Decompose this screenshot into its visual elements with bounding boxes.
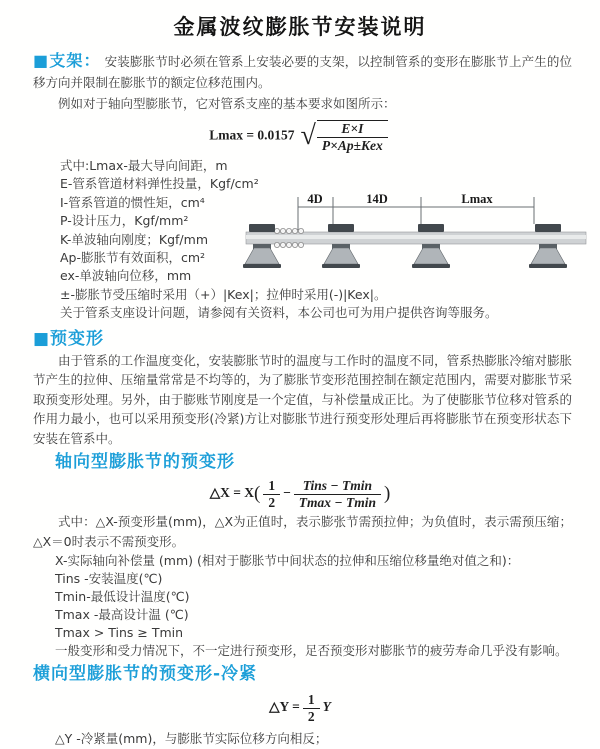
axial-formula-lhs: △X = X xyxy=(209,485,255,501)
support-paragraph xyxy=(33,50,572,93)
lmax-formula xyxy=(0,120,600,153)
lateral-formula-lhs: △Y = xyxy=(269,699,300,715)
definition-line: P-设计压力，Kgf/mm² xyxy=(60,213,189,229)
lateral-note-text: △Y -冷紧量(mm)，与膨胀节实际位移方向相反； xyxy=(55,731,328,747)
support-section-heading: ■支架： xyxy=(33,51,101,70)
pipe-support-guide-3 xyxy=(529,224,567,268)
half-denominator: 2 xyxy=(268,494,276,510)
axial-formula xyxy=(0,478,600,510)
pipe-highlight xyxy=(246,235,586,239)
lmax-fraction xyxy=(317,120,388,153)
axial-note-line: Tins -安装温度(℃) xyxy=(55,571,163,587)
definition-line: 式中:Lmax-最大导向间距，m xyxy=(60,158,228,174)
definition-line: E-管系管道材料弹性投量，Kgf/cm² xyxy=(60,176,259,192)
axial-note-line: Tmax > Tins ≥ Tmin xyxy=(55,625,184,641)
axial-section-heading: 轴向型膨胀节的预变形 xyxy=(55,452,235,473)
definition-line: ±-膨胀节受压缩时采用（+）|Kex|；拉伸时采用(-)|Kex|。 xyxy=(60,286,387,302)
temperature-fraction xyxy=(294,478,381,510)
definition-line: ex-单波轴向位移，mm xyxy=(60,268,192,284)
axial-notes-list xyxy=(0,552,600,660)
diagram-label-lmax: Lmax xyxy=(461,192,493,206)
temperature-numerator: Tins − Tmin xyxy=(294,478,381,495)
definition-line: Ap-膨胀节有效面积，cm² xyxy=(60,250,206,266)
lateral-half-numerator: 1 xyxy=(303,692,320,709)
lateral-section-heading: 横向型膨胀节的预变形-冷紧 xyxy=(33,664,258,685)
support-intro-text: 安装膨胀节时必须在管系上安装必要的支架，以控制管系的变形在膨胀节上产生的位移方向并限制在膨胀节的额定位移范围内。 xyxy=(33,54,572,90)
lateral-half-denominator: 2 xyxy=(307,708,315,724)
pipe-support-diagram-svg xyxy=(246,190,594,282)
radical-sign: √ xyxy=(300,119,316,151)
open-paren: ( xyxy=(254,483,261,505)
lmax-formula-lhs: Lmax = 0.0157 xyxy=(209,127,295,143)
half-fraction xyxy=(263,478,280,510)
definition-line: K-单波轴向刚度；Kgf/mm xyxy=(60,231,208,247)
support-example-text: 例如对于轴向型膨胀节，它对管系支座的基本要求如图所示： xyxy=(58,96,396,111)
pipe-support-guide-1 xyxy=(322,224,360,268)
axial-note-line: X-实际轴向补偿量 (mm) (相对于膨胀节中间状态的拉伸和压缩位移量绝对值之和)： xyxy=(55,553,520,569)
axial-note-line: Tmax -最高设计温 (℃) xyxy=(55,607,189,623)
predeform-body-text: 由于管系的工作温度变化，安装膨胀节时的温度与工作时的温度不同，管系热膨胀冷缩对膨胀节产生的拉伸、压缩量常常是不均等的，为了膨胀节变形范围控制在额定范围内，需要对膨胀节采取预变形处理。另外，由于膨账节刚度是一个定值，与补偿量成正比。为了使膨胀节位移对管系的作用力最小，也可以采用预变形(冷紧)方让对膨胀节进行预变形处理后再将膨胀节在预变形状态下安装在管系中。 xyxy=(33,352,572,446)
predeform-section-heading: ■预变形 xyxy=(33,328,105,349)
axial-note-line: Tmin-最低设计温度(℃) xyxy=(55,589,190,605)
pipe-support-diagram xyxy=(246,190,594,282)
minus-sign: − xyxy=(283,485,291,501)
page-title: 金属波纹膨胀节安装说明 xyxy=(173,15,427,39)
close-paren: ) xyxy=(383,483,391,505)
pipe-support-guide-2 xyxy=(412,224,450,268)
half-numerator: 1 xyxy=(263,478,280,495)
lateral-formula xyxy=(0,692,600,724)
diagram-label-4d: 4D xyxy=(307,192,323,206)
lateral-half-fraction xyxy=(303,692,320,724)
temperature-denominator: Tmax − Tmin xyxy=(298,494,376,510)
lmax-fraction-denominator: P×Ap±Kex xyxy=(321,137,383,153)
lmax-fraction-numerator: E×I xyxy=(317,121,388,138)
definition-line: I-管系管道的惯性矩，cm⁴ xyxy=(60,194,205,210)
diagram-label-14d: 14D xyxy=(366,192,388,206)
lateral-formula-rhs: Y xyxy=(322,699,331,715)
axial-explain-text: 式中：△X-预变形量(mm)，△X为正值时，表示膨张节需预拉伸；为负值时，表示需预压缩；△X＝0时表示不需预变形。 xyxy=(33,514,572,549)
definition-line: 关于管系支座设计问题，请参阅有关资料，本公司也可为用户提供咨询等服务。 xyxy=(60,305,498,321)
axial-note-line: 一般变形和受力情况下，不一定进行预变形，足否预变形对膨胀节的疲劳寿命几乎没有影响。 xyxy=(55,643,568,659)
